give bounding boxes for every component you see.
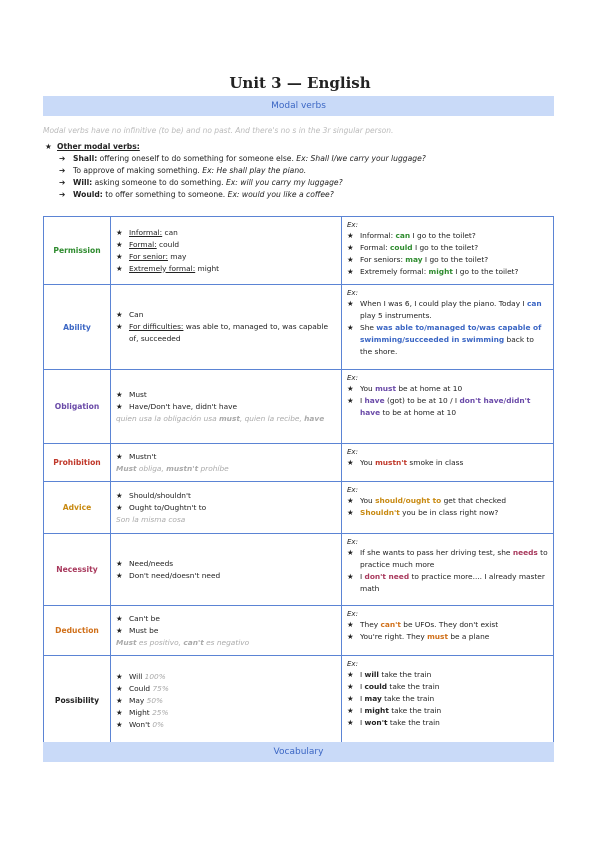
text-run: can't	[183, 638, 204, 647]
star-icon: ★	[116, 570, 123, 580]
text-run: back to the shore.	[360, 335, 534, 356]
text-run: Don't need/doesn't need	[129, 570, 221, 580]
text-run: Might	[129, 707, 153, 717]
text-run: be at home at 10	[396, 384, 463, 393]
modal-verbs-table	[43, 216, 554, 746]
category-possibility: Possibility	[44, 656, 111, 746]
text-run: have	[364, 396, 385, 405]
text-run: needs	[512, 548, 538, 557]
other-item	[45, 177, 426, 189]
usage-item	[116, 251, 336, 263]
text-run: For seniors:	[360, 255, 406, 264]
text-run: I	[360, 706, 365, 715]
line-text	[360, 571, 548, 595]
text-run: might	[428, 267, 453, 276]
star-icon: ★	[347, 682, 354, 691]
table-row	[44, 217, 554, 285]
example-label: Ex:	[347, 538, 358, 546]
star-icon: ★	[116, 695, 123, 705]
text-run: You	[360, 384, 376, 393]
line-text	[360, 242, 478, 254]
arrow-icon: ➔	[59, 178, 66, 187]
category-necessity: Necessity	[44, 534, 111, 606]
text-run: You	[360, 496, 376, 505]
star-icon: ★	[347, 458, 354, 467]
text-run: be a plane	[447, 632, 490, 641]
text-run: can't	[380, 620, 401, 629]
usage-item	[116, 490, 336, 502]
star-icon: ★	[116, 614, 123, 623]
other-heading: Other modal verbs:	[57, 142, 140, 151]
text-run: They	[360, 620, 381, 629]
line-text	[360, 507, 498, 519]
usage-item	[116, 227, 336, 239]
example-item	[347, 383, 548, 395]
line-text	[360, 254, 488, 266]
other-item-text: offering oneself to do something for someone else.	[97, 154, 297, 163]
star-icon: ★	[45, 142, 52, 151]
line-text	[360, 547, 548, 571]
star-icon: ★	[347, 231, 354, 240]
text-run: mustn't	[166, 464, 199, 473]
text-run: take the train	[381, 694, 435, 703]
text-run: If she wants to pass her driving test, she	[360, 548, 513, 557]
line-text	[360, 705, 441, 717]
example-item	[347, 547, 548, 571]
usage-cell	[111, 370, 342, 444]
text-run: may	[405, 255, 423, 264]
table-row	[44, 656, 554, 746]
line-text	[129, 683, 169, 695]
intro-note: Modal verbs have no infinitive (to be) and no past. And there's no s in the 3r singular person.	[43, 126, 394, 135]
text-run: Mustn't	[129, 452, 157, 461]
line-text	[129, 613, 160, 625]
star-icon: ★	[347, 706, 354, 715]
line-text	[129, 251, 186, 263]
text-run: es positivo,	[136, 638, 184, 647]
star-icon: ★	[116, 310, 123, 319]
star-icon: ★	[116, 671, 123, 681]
usage-cell	[111, 606, 342, 656]
usage-item	[116, 401, 336, 413]
star-icon: ★	[347, 620, 354, 629]
usage-note	[116, 637, 336, 648]
usage-item	[116, 570, 336, 582]
line-text	[360, 619, 498, 631]
star-icon: ★	[347, 632, 354, 641]
usage-item	[116, 613, 336, 625]
text-run: She	[360, 323, 377, 332]
text-run: I go to the toilet?	[452, 267, 519, 276]
text-run: might	[364, 706, 389, 715]
line-text	[129, 239, 179, 251]
other-item-key: Shall:	[73, 154, 98, 163]
text-run: may	[364, 694, 382, 703]
usage-item	[116, 321, 336, 345]
text-run: might	[195, 263, 220, 273]
text-run: must	[427, 632, 448, 641]
other-item-example: Ex: He shall play the piano.	[202, 166, 307, 175]
star-icon: ★	[116, 322, 123, 331]
text-run: I	[360, 694, 365, 703]
star-icon: ★	[116, 239, 123, 249]
example-label: Ex:	[347, 448, 358, 456]
example-item	[347, 254, 548, 266]
text-run: prohíbe	[198, 464, 229, 473]
star-icon: ★	[347, 384, 354, 393]
star-icon: ★	[347, 572, 354, 581]
category-ability: Ability	[44, 285, 111, 370]
text-run: I go to the toilet?	[412, 243, 479, 252]
text-run: take the train	[387, 718, 440, 727]
line-text	[360, 495, 506, 507]
star-icon: ★	[347, 548, 354, 557]
usage-item	[116, 502, 336, 514]
category-prohibition: Prohibition	[44, 444, 111, 482]
line-text	[129, 719, 164, 731]
category-obligation: Obligation	[44, 370, 111, 444]
other-modal-verbs	[45, 141, 426, 201]
star-icon: ★	[347, 496, 354, 505]
other-item	[45, 153, 426, 165]
line-text	[360, 322, 548, 358]
star-icon: ★	[116, 503, 123, 512]
line-text	[360, 717, 440, 729]
star-icon: ★	[347, 323, 354, 332]
text-run: could	[390, 243, 413, 252]
text-run: was able to, managed to, was capable of, succeeded	[129, 322, 329, 343]
text-run: Can't be	[129, 614, 160, 623]
example-cell	[342, 534, 554, 606]
example-item	[347, 266, 548, 278]
example-cell	[342, 606, 554, 656]
star-icon: ★	[116, 402, 123, 411]
line-text	[360, 681, 439, 693]
arrow-icon: ➔	[59, 190, 66, 199]
line-text	[129, 625, 158, 637]
text-run: I	[360, 718, 365, 727]
text-run: don't have/didn't have	[360, 396, 531, 417]
line-text	[129, 389, 147, 401]
star-icon: ★	[116, 390, 123, 399]
text-run: Extremely formal:	[360, 267, 429, 276]
example-item	[347, 507, 548, 519]
other-item	[45, 165, 426, 177]
text-run: was able to/managed to/was capable of swimming/succeeded in swimming	[360, 323, 542, 344]
text-run: 100%	[144, 671, 166, 681]
usage-cell	[111, 444, 342, 482]
text-run: to practice more.... I already master math	[360, 572, 545, 593]
star-icon: ★	[116, 227, 123, 237]
line-text	[360, 457, 463, 469]
category-permission: Permission	[44, 217, 111, 285]
usage-cell	[111, 482, 342, 534]
text-run: I go to the toilet?	[410, 231, 476, 240]
other-item-key: Would:	[73, 190, 103, 199]
example-item	[347, 717, 548, 729]
text-run: Could	[129, 683, 153, 693]
arrow-icon: ➔	[59, 154, 66, 163]
vocabulary-band: Vocabulary	[43, 742, 554, 762]
usage-item	[116, 263, 336, 275]
example-cell	[342, 217, 554, 285]
example-item	[347, 242, 548, 254]
example-item	[347, 495, 548, 507]
text-run: For difficulties:	[129, 322, 184, 331]
star-icon: ★	[347, 255, 354, 264]
other-item-text: asking someone to do something.	[92, 178, 226, 187]
usage-item	[116, 695, 336, 707]
text-run: could	[156, 239, 180, 249]
example-item	[347, 230, 548, 242]
text-run: I	[360, 572, 365, 581]
text-run: Should/shouldn't	[129, 491, 191, 500]
text-run: must	[375, 384, 396, 393]
text-run: Formal:	[360, 243, 391, 252]
text-run: Have/Don't have, didn't have	[129, 402, 238, 411]
other-item-text: to offer something to someone.	[102, 190, 228, 199]
example-label: Ex:	[347, 486, 358, 494]
star-icon: ★	[347, 508, 354, 517]
text-run: I	[360, 396, 365, 405]
usage-cell	[111, 217, 342, 285]
example-cell	[342, 444, 554, 482]
star-icon: ★	[347, 670, 354, 679]
text-run: you be in class right now?	[399, 508, 499, 517]
text-run: could	[364, 682, 388, 691]
example-label: Ex:	[347, 221, 358, 229]
text-run: Need/needs	[129, 558, 174, 568]
usage-item	[116, 683, 336, 695]
text-run: Must	[116, 464, 137, 473]
example-label: Ex:	[347, 660, 358, 668]
usage-item	[116, 451, 336, 463]
line-text	[129, 227, 178, 239]
text-run: I	[360, 682, 365, 691]
line-text	[360, 298, 548, 322]
usage-item	[116, 389, 336, 401]
text-run: You're right. They	[360, 632, 428, 641]
other-item-text: To approve of making something.	[73, 166, 203, 175]
line-text	[129, 671, 166, 683]
text-run: For senior:	[129, 251, 168, 261]
text-run: to be at home at 10	[380, 408, 457, 417]
usage-item	[116, 239, 336, 251]
example-item	[347, 705, 548, 717]
text-run: have	[304, 414, 325, 423]
usage-note	[116, 514, 336, 525]
example-label: Ex:	[347, 374, 358, 382]
line-text	[129, 401, 237, 413]
other-item-example: Ex: would you like a coffee?	[227, 190, 334, 199]
text-run: can	[526, 299, 542, 308]
star-icon: ★	[116, 626, 123, 635]
line-text	[360, 669, 431, 681]
star-icon: ★	[116, 683, 123, 693]
text-run: Son la misma cosa	[116, 515, 186, 524]
star-icon: ★	[347, 299, 354, 308]
table-row	[44, 606, 554, 656]
line-text	[129, 707, 169, 719]
star-icon: ★	[116, 707, 123, 717]
star-icon: ★	[347, 243, 354, 252]
example-item	[347, 631, 548, 643]
text-run: won't	[364, 718, 388, 727]
category-deduction: Deduction	[44, 606, 111, 656]
text-run: to practice much more	[360, 548, 548, 569]
text-run: Informal:	[360, 231, 396, 240]
text-run: I go to the toilet?	[422, 255, 489, 264]
text-run: Extremely formal:	[129, 263, 196, 273]
example-cell	[342, 656, 554, 746]
table-row	[44, 370, 554, 444]
star-icon: ★	[347, 396, 354, 405]
example-item	[347, 298, 548, 322]
star-icon: ★	[116, 719, 123, 729]
example-item	[347, 322, 548, 358]
example-cell	[342, 370, 554, 444]
star-icon: ★	[116, 491, 123, 500]
text-run: Must	[129, 390, 147, 399]
usage-item	[116, 309, 336, 321]
line-text	[129, 263, 219, 275]
text-run: 50%	[146, 695, 164, 705]
line-text	[129, 321, 336, 345]
table-row	[44, 444, 554, 482]
text-run: take the train	[388, 706, 442, 715]
usage-item	[116, 671, 336, 683]
line-text	[360, 266, 518, 278]
line-text	[360, 395, 548, 419]
text-run: will	[364, 670, 379, 679]
example-item	[347, 693, 548, 705]
example-label: Ex:	[347, 289, 358, 297]
text-run: get that checked	[441, 496, 507, 505]
text-run: mustn't	[375, 458, 408, 467]
other-item-example: Ex: will you carry my luggage?	[225, 178, 343, 187]
usage-item	[116, 558, 336, 570]
text-run: smoke in class	[407, 458, 464, 467]
text-run: 0%	[152, 719, 165, 729]
text-run: take the train	[378, 670, 432, 679]
example-item	[347, 395, 548, 419]
table-row	[44, 285, 554, 370]
text-run: I	[360, 670, 365, 679]
example-item	[347, 619, 548, 631]
text-run: You	[360, 458, 376, 467]
text-run: can	[162, 227, 178, 237]
usage-cell	[111, 285, 342, 370]
line-text	[360, 383, 462, 395]
text-run: Shouldn't	[360, 508, 400, 517]
line-text	[360, 631, 489, 643]
star-icon: ★	[347, 694, 354, 703]
line-text	[129, 558, 173, 570]
line-text	[129, 309, 143, 321]
example-cell	[342, 285, 554, 370]
text-run: , quien la recibe,	[239, 414, 305, 423]
text-run: may	[167, 251, 187, 261]
text-run: Will	[129, 671, 145, 681]
line-text	[129, 502, 206, 514]
star-icon: ★	[347, 267, 354, 276]
text-run: Can	[129, 310, 144, 319]
text-run: May	[129, 695, 147, 705]
text-run: es negativo	[203, 638, 250, 647]
text-run: Must be	[129, 626, 159, 635]
usage-item	[116, 707, 336, 719]
usage-item	[116, 719, 336, 731]
star-icon: ★	[116, 558, 123, 568]
usage-item	[116, 625, 336, 637]
star-icon: ★	[116, 263, 123, 273]
example-item	[347, 457, 548, 469]
table-row	[44, 534, 554, 606]
other-item	[45, 189, 426, 201]
usage-cell	[111, 534, 342, 606]
text-run: obliga,	[136, 464, 167, 473]
example-cell	[342, 482, 554, 534]
text-run: 75%	[152, 683, 169, 693]
example-label: Ex:	[347, 610, 358, 618]
other-item-key: Will:	[73, 178, 93, 187]
text-run: Formal:	[129, 239, 157, 249]
text-run: must	[218, 414, 240, 423]
line-text	[129, 451, 156, 463]
category-advice: Advice	[44, 482, 111, 534]
line-text	[129, 570, 220, 582]
text-run: When I was 6, I could play the piano. Today I	[360, 299, 527, 308]
text-run: be UFOs. They don't exist	[400, 620, 499, 629]
line-text	[360, 693, 434, 705]
modal-verbs-band: Modal verbs	[43, 96, 554, 116]
arrow-icon: ➔	[59, 166, 66, 175]
line-text	[360, 230, 476, 242]
star-icon: ★	[116, 251, 123, 261]
line-text	[129, 490, 191, 502]
text-run: can	[395, 231, 411, 240]
text-run: 25%	[152, 707, 169, 717]
text-run: (got) to be at 10 / I	[384, 396, 460, 405]
text-run: Won't	[129, 719, 153, 729]
table-row	[44, 482, 554, 534]
example-item	[347, 571, 548, 595]
line-text	[129, 695, 163, 707]
text-run: don't need	[364, 572, 410, 581]
page-title: Unit 3 — English	[229, 74, 371, 92]
text-run: should/ought to	[375, 496, 442, 505]
usage-cell	[111, 656, 342, 746]
text-run: play 5 instruments.	[360, 311, 432, 320]
usage-note	[116, 413, 336, 424]
usage-note	[116, 463, 336, 474]
star-icon: ★	[116, 452, 123, 461]
example-item	[347, 681, 548, 693]
text-run: Informal:	[129, 227, 163, 237]
text-run: quien usa la obligación usa	[116, 414, 219, 423]
text-run: Must	[116, 638, 137, 647]
text-run: Ought to/Oughtn't to	[129, 503, 207, 512]
example-item	[347, 669, 548, 681]
star-icon: ★	[347, 718, 354, 727]
other-item-example: Ex: Shall I/we carry your luggage?	[296, 154, 426, 163]
text-run: take the train	[387, 682, 440, 691]
